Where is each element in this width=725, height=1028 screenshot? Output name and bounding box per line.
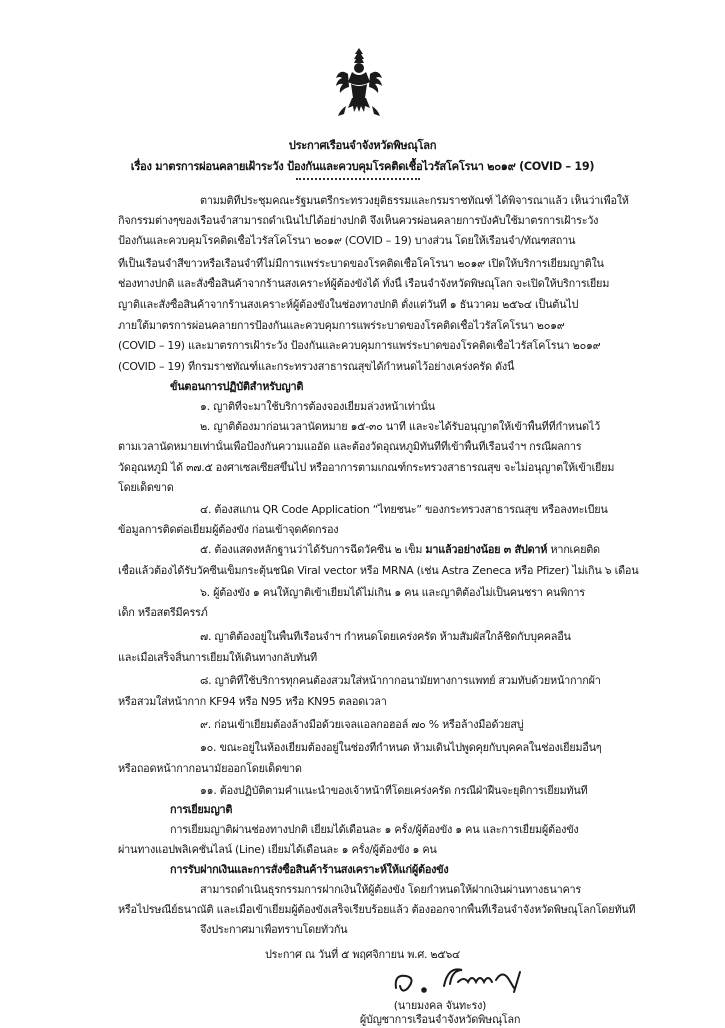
rule-item-vaccine-tail: หากเคยติด (550, 543, 600, 556)
signer-position: ผู้บัญชาการเรือนจำจังหวัดพิษณุโลก (359, 1013, 521, 1026)
closing-line: จึงประกาศมาเพื่อทราบโดยทั่วกัน (200, 923, 348, 936)
visit-line: การเยี่ยมญาติผ่านช่องทางปกติ เยี่ยมได้เดือนละ ๑ ครั้ง/ผู้ต้องขัง ๑ คน และการเยี่ยมผู้ต้องขัง (170, 823, 579, 836)
rule-item: ๒. ญาติต้องมาก่อนเวลานัดหมาย ๑๕-๓๐ นาที และจะได้รับอนุญาตให้เข้าพื้นที่ที่กำหนดไว้ (200, 420, 600, 433)
section-heading-relatives: ขั้นตอนการปฏิบัติสำหรับญาติ (170, 380, 304, 393)
rule-item-continued: เด็ก หรือสตรีมีครรภ์ (118, 606, 208, 619)
rule-item-vaccine-text: ๕. ต้องแสดงหลักฐานว่าได้รับการฉีดวัคซีน ๒ เข็ม (200, 543, 423, 556)
title-divider (296, 178, 420, 180)
intro-line: ตามมติที่ประชุมคณะรัฐมนตรีกระทรวงยุติธรรมและกรมราชทัณฑ์ ได้พิจารณาแล้ว เห็นว่าเพื่อให้ (200, 194, 629, 207)
rule-item: ๖. ผู้ต้องขัง ๑ คนให้ญาติเข้าเยี่ยมได้ไม่เกิน ๑ คน และญาติต้องไม่เป็นคนชรา คนพิการ (200, 586, 585, 599)
document-title: ประกาศเรือนจำจังหวัดพิษณุโลก (288, 139, 437, 152)
rule-item-continued: และเมื่อเสร็จสิ้นการเยี่ยมให้เดินทางกลับทันที (118, 651, 317, 664)
intro-line: กิจกรรมต่างๆของเรือนจำสามารถดำเนินไปได้อย่างปกติ จึงเห็นควรผ่อนคลายการบังคับใช้มาตรการเฝ้าระวัง (118, 214, 599, 227)
document-subject: เรื่อง มาตรการผ่อนคลายเฝ้าระวัง ป้องกันและควบคุมโรคติดเชื้อไวรัสโคโรนา ๒๐๑๙ (COVID – 19) (130, 160, 595, 173)
deposit-line: หรือไปรษณีย์ธนาณัติ และเมื่อเข้าเยี่ยมผู้ต้องขังเสร็จเรียบร้อยแล้ว ต้องออกจากพื้นที่เรือนจำจังหวัดพิษณุโลกโดยทันที (118, 903, 636, 916)
intro-line: (COVID – 19) ที่กรมราชทัณฑ์และกระทรวงสาธารณสุขได้กำหนดไว้อย่างเคร่งครัด ดังนี้ (118, 360, 515, 373)
rule-item: ๔. ต้องสแกน QR Code Application “ไทยชนะ” ของกระทรวงสาธารณสุข หรือลงทะเบียน (200, 503, 608, 516)
rule-item-vaccine-emphasis: มาแล้วอย่างน้อย ๓ สัปดาห์ (425, 543, 548, 556)
rule-item-vaccine (118, 543, 647, 557)
intro-line: ญาติและสั่งซื้อสินค้าจากร้านสงเคราะห์ผู้ต้องขังในช่องทางปกติ ตั้งแต่วันที่ ๑ ธันวาคม ๒๕๖๔ เป็นต้นไป (118, 298, 579, 311)
rule-item: ๑๑. ต้องปฏิบัติตามคำแนะนำของเจ้าหน้าที่โดยเคร่งครัด กรณีฝ่าฝืนจะยุติการเยี่ยมทันที (200, 784, 588, 797)
rule-item: ๙. ก่อนเข้าเยี่ยมต้องล้างมือด้วยเจลแอลกอฮอล์ ๗๐ % หรือล้างมือด้วยสบู่ (200, 718, 524, 731)
rule-item: ๑๐. ขณะอยู่ในห้องเยี่ยมต้องอยู่ในช่องที่กำหนด ห้ามเดินไปพูดคุยกับบุคคลในช่องเยี่ยมอื่นๆ (200, 741, 602, 754)
signature-icon (388, 962, 548, 998)
rule-item: ๘. ญาติที่ใช้บริการทุกคนต้องสวมใส่หน้ากากอนามัยทางการแพทย์ สวมทับด้วยหน้ากากผ้า (200, 674, 601, 687)
intro-line: ป้องกันและควบคุมโรคติดเชื้อไวรัสโคโรนา ๒๐๑๙ (COVID – 19) บางส่วน โดยให้เรือนจำ/ทัณฑสถาน (118, 234, 576, 247)
rule-item-continued: โดยเด็ดขาด (118, 481, 174, 494)
announcement-date: ประกาศ ณ วันที่ ๕ พฤศจิกายน พ.ศ. ๒๕๖๔ (264, 948, 461, 961)
intro-line: ภายใต้มาตรการผ่อนคลายการป้องกันและควบคุมการแพร่ระบาดของโรคติดเชื้อไวรัสโคโรนา ๒๐๑๙ (118, 319, 565, 332)
rule-item: ๗. ญาติต้องอยู่ในพื้นที่เรือนจำฯ กำหนดโดยเคร่งครัด ห้ามสัมผัสใกล้ชิดกับบุคคลอื่น (200, 630, 571, 643)
rule-item-continued: หรือสวมใส่หน้ากาก KF94 หรือ N95 หรือ KN95 ตลอดเวลา (118, 695, 387, 708)
intro-line: ที่เป็นเรือนจำสีขาวหรือเรือนจำที่ไม่มีการแพร่ระบาดของโรคติดเชื้อโคโรนา ๒๐๑๙ เปิดให้บริการเยี่ยมญาติใน (118, 257, 604, 270)
rule-item-continued: เชื้อแล้วต้องได้รับวัคซีนเข็มกระตุ้นชนิด Viral vector หรือ MRNA (เช่น Astra Zeneca หรือ Pfizer) ไม่เกิน ๖ เดือน (118, 564, 639, 577)
rule-item: ๑. ญาติที่จะมาใช้บริการต้องจองเยี่ยมล่วงหน้าเท่านั้น (200, 400, 435, 413)
section-heading-visits: การเยี่ยมญาติ (170, 803, 233, 816)
intro-line: (COVID – 19) และมาตรการเฝ้าระวัง ป้องกันและควบคุมการแพร่ระบาดของโรคติดเชื้อไวรัสโคโรนา ๒๐๑๙ (118, 339, 601, 352)
visit-line: ผ่านทางแอปพลิเคชั่นไลน์ (Line) เยี่ยมได้เดือนละ ๑ ครั้ง/ผู้ต้องขัง ๑ คน (118, 843, 437, 856)
section-heading-deposit: การรับฝากเงินและการสั่งซื้อสินค้าร้านสงเคราะห์ให้แก่ผู้ต้องขัง (170, 863, 449, 876)
rule-item-continued: หรือถอดหน้ากากอนามัยออกโดยเด็ดขาด (118, 762, 302, 775)
garuda-emblem-icon (334, 46, 384, 118)
signer-name: (นายมงคล จันทะรง) (393, 999, 487, 1012)
rule-item-continued: ข้อมูลการติดต่อเยี่ยมผู้ต้องขัง ก่อนเข้าจุดคัดกรอง (118, 523, 339, 536)
rule-item-continued: ตามเวลานัดหมายเท่านั้นเพื่อป้องกันความแออัด และต้องวัดอุณหภูมิทันทีที่เข้าพื้นที่เรือนจำฯ กรณีผลการ (118, 440, 582, 453)
deposit-line: สามารถดำเนินธุรกรรมการฝากเงินให้ผู้ต้องขัง โดยกำหนดให้ฝากเงินผ่านทางธนาคาร (200, 883, 581, 896)
intro-line: ช่องทางปกติ และสั่งซื้อสินค้าจากร้านสงเคราะห์ผู้ต้องขังได้ ทั้งนี้ เรือนจำจังหวัดพิษณุโลก จะเปิดให้บริการเยี่ยม (118, 277, 610, 290)
rule-item-continued: วัดอุณหภูมิ ได้ ๓๗.๕ องศาเซลเซียสขึ้นไป หรืออาการตามเกณฑ์กระทรวงสาธารณสุข จะไม่อนุญาตให้เข้าเยี่ยม (118, 461, 615, 474)
